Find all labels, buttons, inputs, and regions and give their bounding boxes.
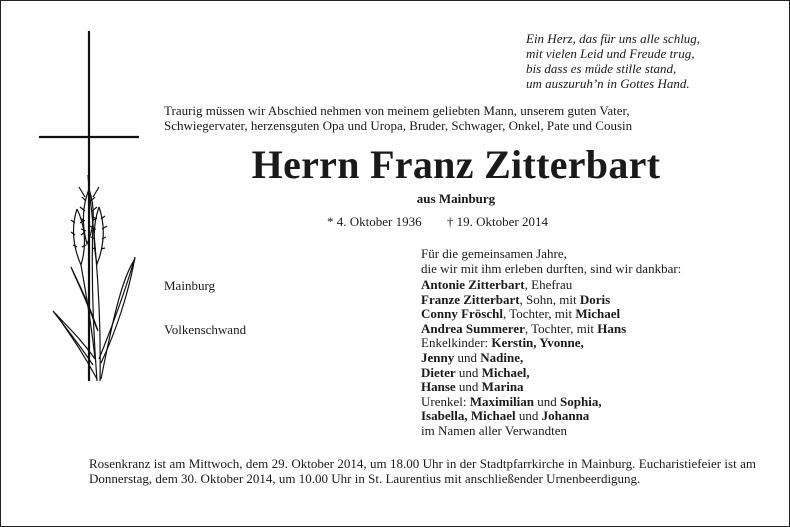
birth-date: * 4. Oktober 1936 [327, 214, 422, 229]
place-mainburg: Mainburg [164, 278, 216, 293]
mourner-relation: , Tochter, mit [502, 306, 576, 322]
mourner-name: Dieter [421, 364, 456, 380]
life-dates [327, 214, 548, 230]
mourner-relation: und [534, 393, 561, 409]
poem-line: bis dass es müde stille stand, [526, 61, 677, 76]
mourner-relation: , Sohn, mit [519, 291, 580, 307]
mourner-relation: und [515, 408, 542, 424]
mourner-relation: und [455, 379, 482, 395]
mourner-name: Andrea Summerer [421, 320, 525, 336]
mourner-relation: und [455, 364, 482, 380]
mourner-name: Kerstin, Yvonne, [491, 335, 584, 351]
poem [526, 31, 766, 91]
poem-line: um auszuruh’n in Gottes Hand. [526, 76, 690, 91]
mourner-name: Nadine, [480, 349, 524, 365]
mourner-line [421, 322, 771, 337]
mourner-relation: , Tochter, mit [524, 320, 598, 336]
mourner-line [421, 307, 771, 322]
mourner-relation: und [454, 349, 481, 365]
mourner-relation: im Namen aller Verwandten [421, 422, 567, 438]
origin-text: aus Mainburg [416, 191, 496, 206]
mourner-name: Sophia, [560, 393, 602, 409]
mourner-name: Hans [597, 320, 627, 336]
gratitude-text [421, 246, 771, 276]
mourner-name: Marina [481, 379, 524, 395]
mourner-relation: , Ehefrau [524, 277, 573, 292]
mourner-line [421, 409, 771, 424]
mourner-name: Maximilian [469, 393, 535, 409]
mourner-name: Michael, [481, 364, 530, 380]
mourner-relation: Urenkel: [421, 393, 470, 409]
mourner-line [421, 351, 771, 366]
mourner-line [421, 293, 771, 308]
mourner-name: Jenny [421, 349, 455, 365]
intro-line: Schwiegervater, herzensguten Opa und Uropa, Bruder, Schwager, Onkel, Pate und Cousin [164, 118, 633, 133]
mourner-line [421, 424, 771, 439]
mourner-name: Hanse [421, 379, 456, 395]
mourners-list [421, 278, 771, 439]
poem-line: mit vielen Leid und Freude trug, [526, 46, 695, 61]
service-details: Rosenkranz ist am Mittwoch, dem 29. Oktober 2014, um 18.00 Uhr in der Stadtpfarrkirche in Mainburg. Eucharistiefeier ist am Donnerstag, dem 30. Oktober 2014, um 10.00 Uhr in St. Laurentius mit anschließender Urnenbeerdigung. [89, 456, 756, 486]
mourner-line [421, 366, 771, 381]
place-volkenschwand: Volkenschwand [164, 322, 247, 337]
mourner-name: Michael [575, 306, 621, 322]
mourner-name: Johanna [541, 408, 590, 424]
mourner-line [421, 278, 771, 293]
mourner-name: Antonie Zitterbart [421, 277, 525, 292]
poem-line: Ein Herz, das für uns alle schlug, [526, 31, 701, 46]
mourner-line [421, 336, 771, 351]
gratitude-line: die wir mit ihm erleben durften, sind wir dankbar: [421, 261, 682, 276]
gratitude-line: Für die gemeinsamen Jahre, [421, 246, 567, 261]
intro-text [164, 103, 764, 133]
death-date: † 19. Oktober 2014 [446, 214, 548, 229]
mourner-line [421, 380, 771, 395]
deceased-name: Herrn Franz Zitterbart [251, 142, 661, 187]
mourner-name: Doris [579, 291, 611, 307]
mourner-name: Isabella, Michael [421, 408, 516, 424]
mourner-line [421, 395, 771, 410]
mourner-name: Conny Fröschl [421, 306, 503, 322]
mourner-name: Franze Zitterbart [421, 291, 520, 307]
intro-line: Traurig müssen wir Abschied nehmen von meinem geliebten Mann, unserem guten Vater, [164, 103, 630, 118]
cross-icon [31, 29, 151, 399]
mourner-relation: Enkelkinder: [421, 335, 492, 351]
